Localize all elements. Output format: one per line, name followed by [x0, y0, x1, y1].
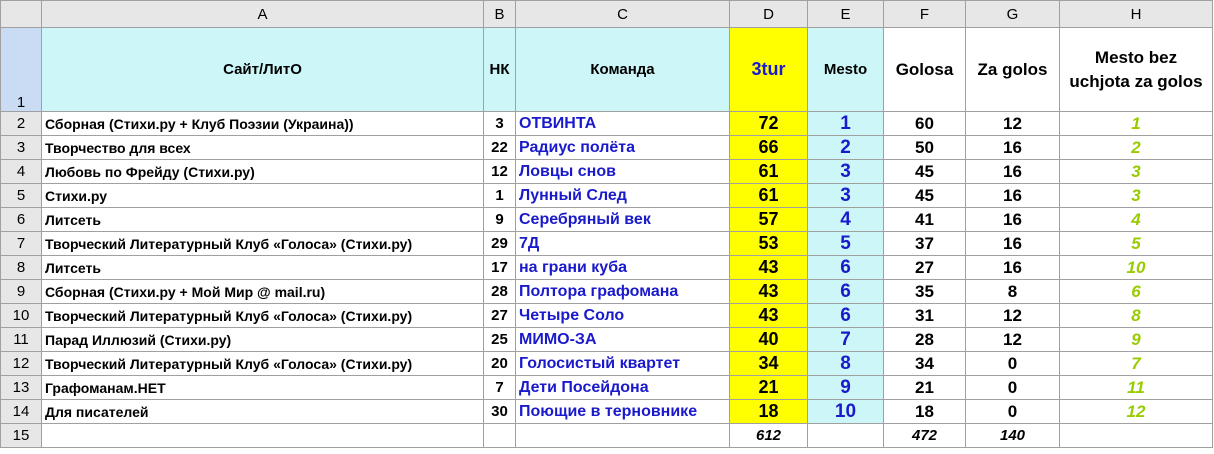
cell-za-golos[interactable]: 12: [966, 304, 1060, 328]
total-tur[interactable]: 612: [730, 424, 808, 448]
cell-za-golos[interactable]: 8: [966, 280, 1060, 304]
column-header-c[interactable]: C: [516, 1, 730, 28]
cell-mesto-bez[interactable]: 3: [1060, 184, 1213, 208]
cell-team[interactable]: Дети Посейдона: [516, 376, 730, 400]
cell-team[interactable]: Серебряный век: [516, 208, 730, 232]
cell-team[interactable]: на грани куба: [516, 256, 730, 280]
cell-mesto-bez[interactable]: 1: [1060, 112, 1213, 136]
row-header[interactable]: 1: [1, 28, 42, 112]
cell-site[interactable]: Сборная (Стихи.ру + Клуб Поэзии (Украина)): [42, 112, 484, 136]
cell-mesto[interactable]: 6: [808, 256, 884, 280]
cell-mesto[interactable]: 5: [808, 232, 884, 256]
column-header-e[interactable]: E: [808, 1, 884, 28]
cell-mesto-bez[interactable]: 11: [1060, 376, 1213, 400]
cell-mesto-bez[interactable]: 3: [1060, 160, 1213, 184]
cell-golosa[interactable]: 60: [884, 112, 966, 136]
table-row: [1, 376, 1213, 400]
cell-za-golos[interactable]: 16: [966, 160, 1060, 184]
cell-za-golos[interactable]: 16: [966, 208, 1060, 232]
cell-tur[interactable]: 61: [730, 184, 808, 208]
cell-tur[interactable]: 34: [730, 352, 808, 376]
header-cell-site[interactable]: Сайт/ЛитО: [42, 28, 484, 112]
cell-golosa[interactable]: 35: [884, 280, 966, 304]
table-row: [1, 160, 1213, 184]
cell-mesto-bez[interactable]: 10: [1060, 256, 1213, 280]
cell-mesto-bez[interactable]: 2: [1060, 136, 1213, 160]
cell-za-golos[interactable]: 12: [966, 328, 1060, 352]
cell-nk[interactable]: 25: [484, 328, 516, 352]
row-header[interactable]: 2: [1, 112, 42, 136]
cell-team[interactable]: 7Д: [516, 232, 730, 256]
row-header[interactable]: 7: [1, 232, 42, 256]
cell-mesto[interactable]: 8: [808, 352, 884, 376]
total-za-golos[interactable]: 140: [966, 424, 1060, 448]
cell-site[interactable]: Стихи.ру: [42, 184, 484, 208]
cell-nk[interactable]: 20: [484, 352, 516, 376]
cell-za-golos[interactable]: 16: [966, 256, 1060, 280]
cell-mesto-bez[interactable]: 5: [1060, 232, 1213, 256]
cell-team[interactable]: Голосистый квартет: [516, 352, 730, 376]
cell-za-golos[interactable]: 0: [966, 400, 1060, 424]
cell-nk[interactable]: 17: [484, 256, 516, 280]
cell-mesto-bez[interactable]: 7: [1060, 352, 1213, 376]
row-header[interactable]: 8: [1, 256, 42, 280]
cell-nk[interactable]: 9: [484, 208, 516, 232]
table-row: [1, 232, 1213, 256]
cell-site[interactable]: Творчество для всех: [42, 136, 484, 160]
cell-golosa[interactable]: 28: [884, 328, 966, 352]
cell-site[interactable]: Творческий Литературный Клуб «Голоса» (Стихи.ру): [42, 232, 484, 256]
cell-golosa[interactable]: 50: [884, 136, 966, 160]
row-header[interactable]: 14: [1, 400, 42, 424]
cell-team[interactable]: Лунный След: [516, 184, 730, 208]
cell-golosa[interactable]: 18: [884, 400, 966, 424]
cell-site[interactable]: Литсеть: [42, 208, 484, 232]
cell-tur[interactable]: 18: [730, 400, 808, 424]
row-header[interactable]: 12: [1, 352, 42, 376]
header-cell-team[interactable]: Команда: [516, 28, 730, 112]
cell-golosa[interactable]: 34: [884, 352, 966, 376]
cell-mesto-bez[interactable]: 8: [1060, 304, 1213, 328]
cell-mesto[interactable]: 4: [808, 208, 884, 232]
cell-site[interactable]: Творческий Литературный Клуб «Голоса» (Стихи.ру): [42, 352, 484, 376]
cell-team[interactable]: МИМО-ЗА: [516, 328, 730, 352]
table-row: [1, 328, 1213, 352]
cell-team[interactable]: Ловцы снов: [516, 160, 730, 184]
header-cell-za-golos[interactable]: Za golos: [966, 28, 1060, 112]
cell-mesto-bez[interactable]: 4: [1060, 208, 1213, 232]
column-header-f[interactable]: F: [884, 1, 966, 28]
cell-mesto[interactable]: 3: [808, 184, 884, 208]
cell-team[interactable]: Поющие в терновнике: [516, 400, 730, 424]
cell-za-golos[interactable]: 16: [966, 232, 1060, 256]
cell-site[interactable]: Парад Иллюзий (Стихи.ру): [42, 328, 484, 352]
cell-empty[interactable]: [484, 424, 516, 448]
cell-empty[interactable]: [1060, 424, 1213, 448]
cell-tur[interactable]: 40: [730, 328, 808, 352]
cell-golosa[interactable]: 45: [884, 160, 966, 184]
cell-za-golos[interactable]: 12: [966, 112, 1060, 136]
cell-team[interactable]: Четыре Соло: [516, 304, 730, 328]
column-header-d[interactable]: D: [730, 1, 808, 28]
cell-mesto[interactable]: 9: [808, 376, 884, 400]
cell-za-golos[interactable]: 0: [966, 352, 1060, 376]
header-cell-mesto[interactable]: Mesto: [808, 28, 884, 112]
row-header[interactable]: 13: [1, 376, 42, 400]
table-row: [1, 256, 1213, 280]
cell-mesto[interactable]: 2: [808, 136, 884, 160]
cell-mesto[interactable]: 1: [808, 112, 884, 136]
cell-za-golos[interactable]: 0: [966, 376, 1060, 400]
row-header[interactable]: 4: [1, 160, 42, 184]
cell-tur[interactable]: 43: [730, 304, 808, 328]
cell-empty[interactable]: [516, 424, 730, 448]
cell-nk[interactable]: 28: [484, 280, 516, 304]
cell-mesto[interactable]: 3: [808, 160, 884, 184]
table-row: [1, 184, 1213, 208]
row-header[interactable]: 9: [1, 280, 42, 304]
cell-golosa[interactable]: 21: [884, 376, 966, 400]
cell-mesto[interactable]: 7: [808, 328, 884, 352]
row-header[interactable]: 3: [1, 136, 42, 160]
cell-tur[interactable]: 53: [730, 232, 808, 256]
column-header-g[interactable]: G: [966, 1, 1060, 28]
table-row: [1, 208, 1213, 232]
header-cell-mesto-bez[interactable]: Mesto bez uchjota za golos: [1060, 28, 1213, 112]
cell-mesto[interactable]: 6: [808, 280, 884, 304]
header-cell-tur[interactable]: 3tur: [730, 28, 808, 112]
cell-site[interactable]: Для писателей: [42, 400, 484, 424]
cell-golosa[interactable]: 27: [884, 256, 966, 280]
cell-site[interactable]: Сборная (Стихи.ру + Мой Мир @ mail.ru): [42, 280, 484, 304]
cell-tur[interactable]: 43: [730, 280, 808, 304]
cell-tur[interactable]: 66: [730, 136, 808, 160]
cell-nk[interactable]: 1: [484, 184, 516, 208]
cell-tur[interactable]: 57: [730, 208, 808, 232]
column-header-b[interactable]: B: [484, 1, 516, 28]
cell-site[interactable]: Графоманам.НЕТ: [42, 376, 484, 400]
cell-tur[interactable]: 72: [730, 112, 808, 136]
cell-nk[interactable]: 22: [484, 136, 516, 160]
column-header-h[interactable]: H: [1060, 1, 1213, 28]
cell-nk[interactable]: 3: [484, 112, 516, 136]
cell-za-golos[interactable]: 16: [966, 136, 1060, 160]
cell-empty[interactable]: [42, 424, 484, 448]
cell-empty[interactable]: [808, 424, 884, 448]
cell-mesto-bez[interactable]: 9: [1060, 328, 1213, 352]
row-header[interactable]: 11: [1, 328, 42, 352]
cell-tur[interactable]: 21: [730, 376, 808, 400]
cell-nk[interactable]: 30: [484, 400, 516, 424]
cell-tur[interactable]: 43: [730, 256, 808, 280]
cell-mesto[interactable]: 6: [808, 304, 884, 328]
cell-team[interactable]: Полтора графомана: [516, 280, 730, 304]
cell-nk[interactable]: 12: [484, 160, 516, 184]
cell-team[interactable]: ОТВИНТА: [516, 112, 730, 136]
table-row: [1, 352, 1213, 376]
cell-nk[interactable]: 29: [484, 232, 516, 256]
select-all-corner[interactable]: [1, 1, 42, 28]
cell-mesto[interactable]: 10: [808, 400, 884, 424]
totals-row: [1, 424, 1213, 448]
cell-site[interactable]: Литсеть: [42, 256, 484, 280]
cell-site[interactable]: Любовь по Фрейду (Стихи.ру): [42, 160, 484, 184]
cell-mesto-bez[interactable]: 6: [1060, 280, 1213, 304]
cell-golosa[interactable]: 41: [884, 208, 966, 232]
cell-nk[interactable]: 7: [484, 376, 516, 400]
cell-team[interactable]: Радиус полёта: [516, 136, 730, 160]
table-row: [1, 400, 1213, 424]
table-row: [1, 304, 1213, 328]
cell-golosa[interactable]: 37: [884, 232, 966, 256]
cell-za-golos[interactable]: 16: [966, 184, 1060, 208]
cell-tur[interactable]: 61: [730, 160, 808, 184]
cell-site[interactable]: Творческий Литературный Клуб «Голоса» (Стихи.ру): [42, 304, 484, 328]
table-row: [1, 112, 1213, 136]
cell-mesto-bez[interactable]: 12: [1060, 400, 1213, 424]
row-header[interactable]: 6: [1, 208, 42, 232]
column-header-a[interactable]: A: [42, 1, 484, 28]
table-row: [1, 280, 1213, 304]
total-golosa[interactable]: 472: [884, 424, 966, 448]
table-row: [1, 136, 1213, 160]
row-header[interactable]: 15: [1, 424, 42, 448]
cell-golosa[interactable]: 45: [884, 184, 966, 208]
row-header[interactable]: 5: [1, 184, 42, 208]
cell-nk[interactable]: 27: [484, 304, 516, 328]
header-cell-nk[interactable]: НК: [484, 28, 516, 112]
cell-golosa[interactable]: 31: [884, 304, 966, 328]
header-cell-golosa[interactable]: Golosa: [884, 28, 966, 112]
row-header[interactable]: 10: [1, 304, 42, 328]
